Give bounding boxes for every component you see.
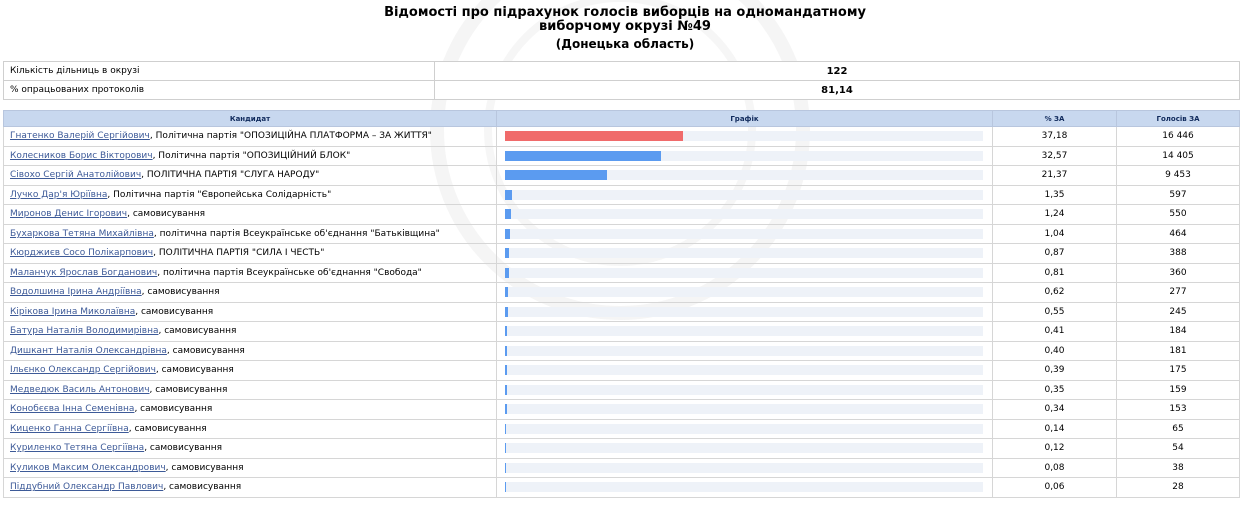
candidate-party: , Політична партія "ОПОЗИЦІЙНИЙ БЛОК" [152,150,351,161]
bar-track [505,248,983,258]
summary-value: 122 [435,62,1240,81]
table-row [4,458,1240,478]
candidate-name-link[interactable]: Водолшина Ірина Андріївна [10,287,142,298]
vote-share-bar [505,131,683,141]
candidate-cell [4,146,497,166]
percent-cell: 0,55 [993,302,1117,322]
vote-share-bar [505,151,661,161]
table-row [4,400,1240,420]
candidate-cell [4,400,497,420]
candidate-name-link[interactable]: Колесников Борис Вікторович [10,150,153,161]
candidate-cell [4,244,497,264]
candidate-cell [4,224,497,244]
candidate-party: , самовисування [144,443,223,454]
candidate-name-link[interactable]: Куриленко Тетяна Сергіївна [10,443,145,454]
chart-cell [497,185,993,205]
table-row [4,263,1240,283]
percent-cell: 0,08 [993,458,1117,478]
candidate-name-link[interactable]: Куликов Максим Олександрович [10,462,166,473]
votes-cell: 28 [1117,478,1240,498]
table-row [4,283,1240,303]
vote-share-bar [505,385,507,395]
table-row [4,205,1240,225]
bar-track [505,385,983,395]
vote-share-bar [505,248,509,258]
chart-cell [497,322,993,342]
candidate-name-link[interactable]: Гнатенко Валерій Сергійович [10,131,150,142]
table-row [4,127,1240,147]
votes-cell: 464 [1117,224,1240,244]
percent-cell: 0,41 [993,322,1117,342]
candidate-party: , самовисування [134,404,213,415]
results-header-row [4,111,1240,127]
table-row [4,224,1240,244]
chart-cell [497,283,993,303]
percent-cell: 0,39 [993,361,1117,381]
title-line-3: (Донецька область) [555,37,695,51]
candidate-cell [4,419,497,439]
candidate-party: , самовисування [128,423,207,434]
percent-cell: 1,24 [993,205,1117,225]
percent-cell: 1,04 [993,224,1117,244]
percent-cell: 0,12 [993,439,1117,459]
percent-cell: 32,57 [993,146,1117,166]
vote-share-bar [505,229,510,239]
candidate-cell [4,478,497,498]
table-row [4,185,1240,205]
votes-cell: 9 453 [1117,166,1240,186]
results-table [3,110,1240,498]
candidate-party: , самовисування [163,482,242,493]
percent-cell: 0,62 [993,283,1117,303]
bar-track [505,307,983,317]
candidate-name-link[interactable]: Маланчук Ярослав Богданович [10,267,158,278]
candidate-party: , самовисування [166,345,245,356]
table-row [4,361,1240,381]
summary-value: 81,14 [435,81,1240,100]
votes-cell: 65 [1117,419,1240,439]
summary-label: Кількість дільниць в окрузі [4,62,435,81]
table-row [4,439,1240,459]
chart-cell [497,146,993,166]
votes-cell: 14 405 [1117,146,1240,166]
chart-cell [497,166,993,186]
candidate-cell [4,166,497,186]
candidate-party: , Політична партія "ОПОЗИЦІЙНА ПЛАТФОРМА – ЗА ЖИТТЯ" [149,131,432,142]
candidate-cell [4,302,497,322]
chart-cell [497,439,993,459]
candidate-party: , самовисування [141,287,220,298]
chart-cell [497,361,993,381]
chart-cell [497,224,993,244]
candidate-party: , самовисування [135,306,214,317]
summary-row [4,62,1240,81]
vote-share-bar [505,287,508,297]
column-header-percent[interactable]: % ЗА [993,111,1117,127]
percent-cell: 0,35 [993,380,1117,400]
bar-track [505,151,983,161]
votes-cell: 245 [1117,302,1240,322]
bar-track [505,229,983,239]
column-header-chart: Графік [497,111,993,127]
candidate-party: , політична партія Всеукраїнське об'єднання "Свобода" [157,267,422,278]
vote-share-bar [505,365,507,375]
candidate-party: , ПОЛІТИЧНА ПАРТІЯ "СИЛА І ЧЕСТЬ" [153,248,325,259]
bar-track [505,424,983,434]
candidate-party: , самовисування [155,365,234,376]
candidate-cell [4,283,497,303]
candidate-name-link[interactable]: Батура Наталія Володимирівна [10,326,159,337]
candidate-cell [4,127,497,147]
candidate-cell [4,322,497,342]
candidate-party: , самовисування [165,462,244,473]
table-row [4,166,1240,186]
bar-track [505,268,983,278]
votes-cell: 184 [1117,322,1240,342]
bar-track [505,190,983,200]
candidate-name-link[interactable]: Медведюк Василь Антонович [10,384,150,395]
vote-share-bar [505,268,509,278]
bar-track [505,463,983,473]
candidate-name-link[interactable]: Конобєєва Інна Семенівна [10,404,135,415]
chart-cell [497,478,993,498]
bar-track [505,482,983,492]
candidate-name-link[interactable]: Лучко Дар'я Юріївна [10,189,108,200]
chart-cell [497,341,993,361]
percent-cell: 37,18 [993,127,1117,147]
candidate-cell [4,185,497,205]
vote-share-bar [505,424,506,434]
bar-track [505,346,983,356]
votes-cell: 597 [1117,185,1240,205]
column-header-candidate[interactable]: Кандидат [4,111,497,127]
candidate-name-link[interactable]: Кюрджиєв Сосо Полікарпович [10,248,154,259]
percent-cell: 0,06 [993,478,1117,498]
chart-cell [497,244,993,264]
percent-cell: 1,35 [993,185,1117,205]
bar-track [505,365,983,375]
votes-cell: 159 [1117,380,1240,400]
percent-cell: 0,34 [993,400,1117,420]
chart-cell [497,263,993,283]
table-row [4,419,1240,439]
percent-cell: 0,81 [993,263,1117,283]
page-title [0,6,1250,51]
bar-track [505,326,983,336]
candidate-party: , самовисування [158,326,237,337]
votes-cell: 38 [1117,458,1240,478]
votes-cell: 181 [1117,341,1240,361]
district-summary-table [3,61,1240,100]
votes-cell: 277 [1117,283,1240,303]
candidate-name-link[interactable]: Кірікова Ірина Миколаївна [10,306,136,317]
bar-track [505,287,983,297]
candidate-cell [4,263,497,283]
chart-cell [497,127,993,147]
candidate-name-link[interactable]: Дишкант Наталія Олександрівна [10,345,167,356]
chart-cell [497,400,993,420]
candidate-cell [4,341,497,361]
candidate-party: , Політична партія "Європейська Солідарність" [107,189,332,200]
candidate-name-link[interactable]: Бухаркова Тетяна Михайлівна [10,228,154,239]
title-line-2: виборчому окрузі №49 [539,19,711,34]
candidate-party: , самовисування [149,384,228,395]
vote-share-bar [505,307,508,317]
chart-cell [497,205,993,225]
vote-share-bar [505,170,607,180]
bar-track [505,131,983,141]
candidate-party: , ПОЛІТИЧНА ПАРТІЯ "СЛУГА НАРОДУ" [141,170,320,181]
votes-cell: 550 [1117,205,1240,225]
candidate-cell [4,205,497,225]
chart-cell [497,458,993,478]
candidate-party: , політична партія Всеукраїнське об'єднання "Батьківщина" [153,228,440,239]
summary-label: % опрацьованих протоколів [4,81,435,100]
candidate-cell [4,439,497,459]
candidate-party: , самовисування [127,209,206,220]
percent-cell: 0,14 [993,419,1117,439]
votes-cell: 153 [1117,400,1240,420]
bar-track [505,209,983,219]
votes-cell: 54 [1117,439,1240,459]
table-row [4,478,1240,498]
bar-track [505,443,983,453]
vote-share-bar [505,209,511,219]
votes-cell: 16 446 [1117,127,1240,147]
vote-share-bar [505,404,507,414]
chart-cell [497,419,993,439]
table-row [4,380,1240,400]
candidate-name-link[interactable]: Ільєнко Олександр Сергійович [10,365,156,376]
bar-track [505,404,983,414]
candidate-cell [4,380,497,400]
vote-share-bar [505,326,507,336]
vote-share-bar [505,190,512,200]
table-row [4,341,1240,361]
chart-cell [497,302,993,322]
percent-cell: 0,87 [993,244,1117,264]
table-row [4,322,1240,342]
candidate-name-link[interactable]: Киценко Ганна Сергіївна [10,423,129,434]
title-line-1: Відомості про підрахунок голосів виборців на одномандатному [384,5,866,20]
percent-cell: 0,40 [993,341,1117,361]
candidate-name-link[interactable]: Миронов Денис Ігорович [10,209,128,220]
column-header-votes[interactable]: Голосів ЗА [1117,111,1240,127]
votes-cell: 175 [1117,361,1240,381]
votes-cell: 360 [1117,263,1240,283]
summary-row [4,81,1240,100]
table-row [4,244,1240,264]
candidate-name-link[interactable]: Піддубний Олександр Павлович [10,482,164,493]
votes-cell: 388 [1117,244,1240,264]
percent-cell: 21,37 [993,166,1117,186]
table-row [4,302,1240,322]
table-row [4,146,1240,166]
vote-share-bar [505,443,506,453]
candidate-cell [4,361,497,381]
vote-share-bar [505,346,507,356]
bar-track [505,170,983,180]
results-body [4,127,1240,498]
candidate-name-link[interactable]: Сівохо Сергій Анатолійович [10,170,142,181]
candidate-cell [4,458,497,478]
chart-cell [497,380,993,400]
